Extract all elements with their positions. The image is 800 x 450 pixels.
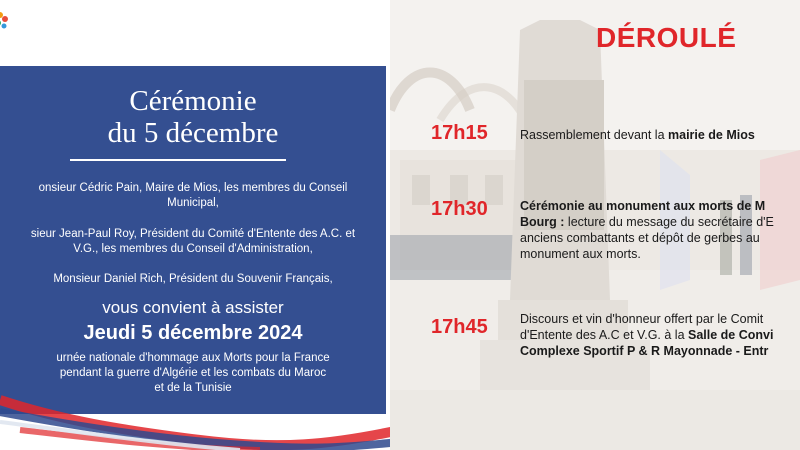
- invitee-mayor-line-1: onsieur Cédric Pain, Maire de Mios, les membres du Conseil: [38, 182, 348, 194]
- tricolor-ribbons: [0, 360, 400, 450]
- logo-icon: [0, 10, 16, 32]
- title-line-1: Cérémonie: [129, 85, 257, 117]
- invitee-president-line-1: sieur Jean-Paul Roy, Président du Comité d'Entente des A.C. et: [30, 228, 356, 240]
- time-slot-3: 17h45: [431, 316, 488, 338]
- purpose-line-3: et de la Tunisie: [154, 382, 232, 394]
- title-line-2: du 5 décembre: [107, 117, 279, 149]
- slot-1-line-1: Rassemblement devant la mairie de Mios: [520, 128, 755, 142]
- slot-3-line-2: d'Entente des A.C et V.G. à la Salle de Convi: [520, 328, 774, 342]
- purpose-line-1: urnée nationale d'hommage aux Morts pour la France: [56, 352, 330, 364]
- slot-2-line-4: monument aux morts.: [520, 247, 641, 261]
- event-date: Jeudi 5 décembre 2024: [83, 322, 303, 344]
- purpose-line-2: pendant la guerre d'Algérie et les combats du Maroc: [59, 367, 327, 379]
- slot-2-line-3: anciens combattants et dépôt de gerbes au: [520, 231, 760, 245]
- invitee-mayor-line-2: Municipal,: [167, 197, 219, 209]
- invitee-souvenir-francais: Monsieur Daniel Rich, Président du Souvenir Français,: [53, 273, 333, 285]
- time-slot-2: 17h30: [431, 198, 488, 220]
- convene-text: vous convient à assister: [102, 298, 284, 317]
- slot-3-line-3: Complexe Sportif P & R Mayonnade - Entr: [520, 344, 769, 358]
- time-slot-1: 17h15: [431, 122, 488, 144]
- slot-2-line-2: Bourg : lecture du message du secrétaire d'E: [520, 215, 774, 229]
- slot-2-line-1: Cérémonie au monument aux morts de M: [520, 199, 766, 213]
- slot-3-line-1: Discours et vin d'honneur offert par le Comit: [520, 312, 764, 326]
- program-heading: DÉROULÉ: [596, 22, 737, 53]
- invitee-president-line-2: V.G., les membres du Conseil d'Administration,: [73, 243, 313, 255]
- title-underline: [70, 159, 286, 161]
